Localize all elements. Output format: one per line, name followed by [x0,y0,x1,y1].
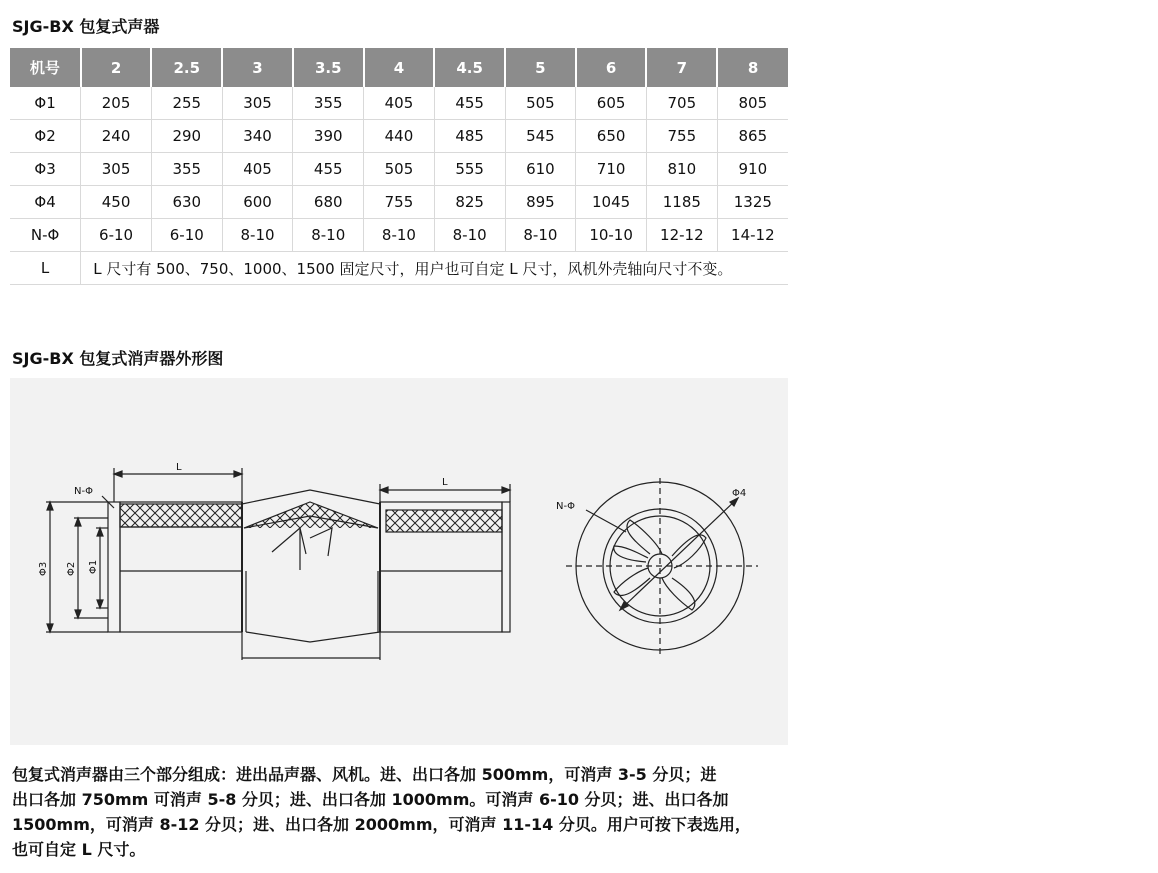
silencer-drawing [10,378,788,745]
table-cell: 1325 [717,186,788,219]
col-header: 3 [222,48,293,87]
table-cell: 6-10 [151,219,222,252]
table-cell: 600 [222,186,293,219]
table-row [10,87,788,120]
table-cell: 485 [434,120,505,153]
table-row [10,219,788,252]
table-cell: Φ3 [10,153,81,186]
table-cell: 555 [434,153,505,186]
table-cell: 355 [293,87,364,120]
table-cell: 910 [717,153,788,186]
dim-label-nphi-left: N-Φ [74,486,93,497]
col-header: 3.5 [293,48,364,87]
description-line: 1500mm，可消声 8-12 分贝；进、出口各加 2000mm，可消声 11-14 分贝。用户可按下表选用， [12,815,751,834]
table-cell: 630 [151,186,222,219]
table-row-l [10,252,788,285]
col-header: 机号 [10,48,81,87]
table-cell: L [10,252,81,285]
table-cell: 6-10 [81,219,152,252]
table-cell: 355 [151,153,222,186]
table-cell: 650 [576,120,647,153]
table-cell: 895 [505,186,576,219]
side-elevation [46,468,510,660]
table-cell: 755 [646,120,717,153]
table-cell: 8-10 [293,219,364,252]
table-cell: 440 [364,120,435,153]
table-cell: 240 [81,120,152,153]
table-cell: 825 [434,186,505,219]
table-row [10,153,788,186]
l-row-note: L 尺寸有 500、750、1000、1500 固定尺寸，用户也可自定 L 尺寸，风机外壳轴向尺寸不变。 [81,252,788,285]
col-header: 5 [505,48,576,87]
col-header: 4.5 [434,48,505,87]
description-text [12,762,792,862]
col-header: 2 [81,48,152,87]
spec-table [10,48,788,285]
table-header-row [10,48,788,87]
table-cell: 10-10 [576,219,647,252]
description-line: 包复式消声器由三个部分组成：进出品声器、风机。进、出口各加 500mm，可消声 3-5 分贝；进 [12,765,717,784]
table-cell: 12-12 [646,219,717,252]
table-cell: 505 [364,153,435,186]
dim-label-phi3: Φ3 [38,561,49,576]
table-cell: 290 [151,120,222,153]
table-cell: 865 [717,120,788,153]
col-header: 7 [646,48,717,87]
figure-title: SJG-BX 包复式消声器外形图 [12,349,224,368]
spec-title: SJG-BX 包复式声器 [12,17,160,36]
table-cell: 8-10 [364,219,435,252]
table-cell: N-Φ [10,219,81,252]
description-line: 也可自定 L 尺寸。 [12,840,146,859]
table-cell: 455 [293,153,364,186]
table-cell: 705 [646,87,717,120]
table-cell: 710 [576,153,647,186]
table-row [10,120,788,153]
table-cell: 305 [222,87,293,120]
table-cell: 255 [151,87,222,120]
table-cell: 755 [364,186,435,219]
col-header: 4 [364,48,435,87]
dim-label-phi1: Φ1 [88,559,99,574]
table-cell: 8-10 [505,219,576,252]
figure-panel [10,378,788,745]
table-cell: 450 [81,186,152,219]
table-cell: 505 [505,87,576,120]
table-cell: 680 [293,186,364,219]
table-cell: 605 [576,87,647,120]
dim-label-phi2: Φ2 [66,561,77,576]
table-cell: 1045 [576,186,647,219]
table-cell: Φ2 [10,120,81,153]
table-cell: 8-10 [434,219,505,252]
table-cell: Φ1 [10,87,81,120]
dim-label-phi4: Φ4 [732,488,747,499]
col-header: 6 [576,48,647,87]
table-cell: 405 [222,153,293,186]
dim-label-l-right: L [442,477,448,488]
dim-label-nphi-right: N-Φ [556,501,575,512]
col-header: 8 [717,48,788,87]
table-cell: Φ4 [10,186,81,219]
description-line: 出口各加 750mm 可消声 5-8 分贝；进、出口各加 1000mm。可消声 6-10 分贝；进、出口各加 [12,790,729,809]
col-header: 2.5 [151,48,222,87]
table-cell: 340 [222,120,293,153]
table-cell: 610 [505,153,576,186]
table-cell: 14-12 [717,219,788,252]
table-row [10,186,788,219]
table-cell: 810 [646,153,717,186]
table-cell: 8-10 [222,219,293,252]
table-cell: 305 [81,153,152,186]
table-cell: 390 [293,120,364,153]
table-cell: 805 [717,87,788,120]
table-cell: 1185 [646,186,717,219]
table-cell: 205 [81,87,152,120]
table-cell: 455 [434,87,505,120]
dim-label-l-left: L [176,462,182,473]
table-cell: 405 [364,87,435,120]
table-cell: 545 [505,120,576,153]
end-view [566,478,758,654]
